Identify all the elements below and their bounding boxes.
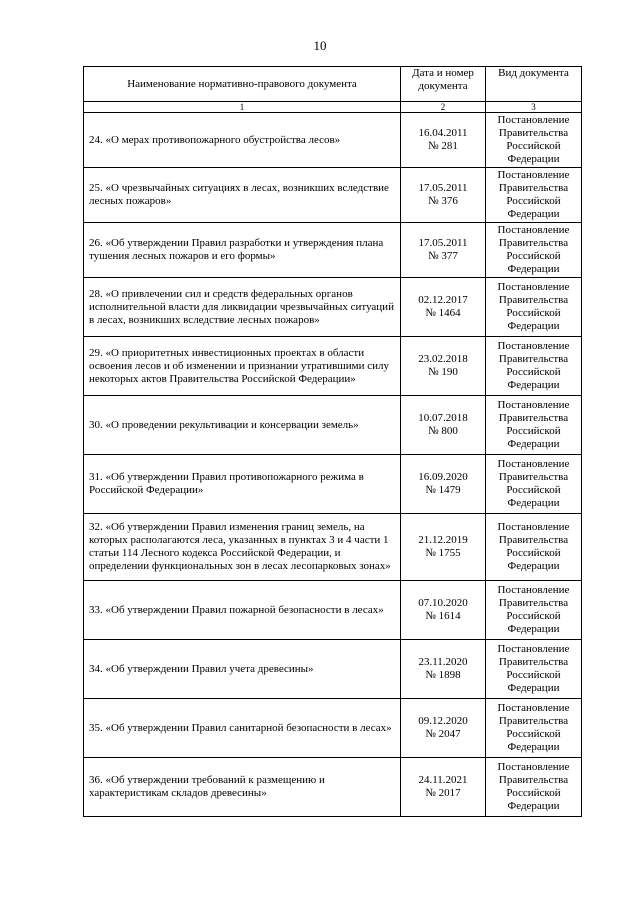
- document-type: Постановление Правительства Российской Федерации: [486, 396, 582, 455]
- column-number: 2: [401, 102, 486, 113]
- column-number: 3: [486, 102, 582, 113]
- document-number: № 1755: [425, 547, 461, 559]
- document-name: 32. «Об утверждении Правил изменения границ земель, на которых располагаются леса, указанных в пунктах 3 и 4 части 1 статьи 114 Лесного кодекса Российской Федерации, и определении функциональных зон в лесах лесопарковых зонах»: [84, 514, 401, 581]
- table-row: [84, 396, 582, 455]
- table-row: [84, 699, 582, 758]
- document-date: 02.12.2017: [418, 294, 468, 306]
- document-number: № 2017: [425, 787, 461, 799]
- document-type: Постановление Правительства Российской Федерации: [486, 455, 582, 514]
- document-date-number: [401, 223, 486, 278]
- table-row: [84, 758, 582, 817]
- document-date: 23.02.2018: [418, 353, 468, 365]
- table-row: [84, 278, 582, 337]
- document-date: 16.04.2011: [418, 127, 468, 139]
- document-date-number: [401, 337, 486, 396]
- document-type: Постановление Правительства Российской Федерации: [486, 168, 582, 223]
- document-type: Постановление Правительства Российской Федерации: [486, 278, 582, 337]
- document-type: Постановление Правительства Российской Федерации: [486, 113, 582, 168]
- document-type: Постановление Правительства Российской Федерации: [486, 758, 582, 817]
- document-type: Постановление Правительства Российской Федерации: [486, 581, 582, 640]
- document-name: 26. «Об утверждении Правил разработки и утверждения плана тушения лесных пожаров и его формы»: [84, 223, 401, 278]
- document-date: 17.05.2011: [418, 182, 468, 194]
- document-type: Постановление Правительства Российской Федерации: [486, 514, 582, 581]
- document-date: 10.07.2018: [418, 412, 468, 424]
- document-name: 30. «О проведении рекультивации и консервации земель»: [84, 396, 401, 455]
- column-number-row: [84, 102, 582, 113]
- header-document-type: Вид документа: [486, 67, 582, 102]
- document-date: 07.10.2020: [418, 597, 468, 609]
- table-row: [84, 337, 582, 396]
- document-number: № 376: [428, 195, 458, 207]
- table-row: [84, 113, 582, 168]
- document-name: 33. «Об утверждении Правил пожарной безопасности в лесах»: [84, 581, 401, 640]
- document-date-number: [401, 455, 486, 514]
- document-name: 24. «О мерах противопожарного обустройства лесов»: [84, 113, 401, 168]
- documents-table: [83, 66, 582, 817]
- document-type: Постановление Правительства Российской Федерации: [486, 640, 582, 699]
- document-date-number: [401, 396, 486, 455]
- document-number: № 377: [428, 250, 458, 262]
- document-date-number: [401, 758, 486, 817]
- document-number: № 1479: [425, 484, 461, 496]
- document-date-number: [401, 168, 486, 223]
- page-number: 10: [313, 38, 327, 53]
- document-name: 28. «О привлечении сил и средств федеральных органов исполнительной власти для ликвидации чрезвычайных ситуаций в лесах, возникших вследствие лесных пожаров»: [84, 278, 401, 337]
- document-date: 23.11.2020: [418, 656, 468, 668]
- document-date-number: [401, 640, 486, 699]
- table-row: [84, 223, 582, 278]
- document-date-number: [401, 113, 486, 168]
- document-date: 24.11.2021: [418, 774, 468, 786]
- document-date-number: [401, 278, 486, 337]
- table-row: [84, 455, 582, 514]
- document-name: 36. «Об утверждении требований к размещению и характеристикам складов древесины»: [84, 758, 401, 817]
- document-date: 17.05.2011: [418, 237, 468, 249]
- document-date-number: [401, 699, 486, 758]
- document-number: № 1464: [425, 307, 461, 319]
- document-number: № 281: [428, 140, 458, 152]
- document-number: № 2047: [425, 728, 461, 740]
- document-number: № 800: [428, 425, 458, 437]
- header-document-name: Наименование нормативно-правового документа: [84, 67, 401, 102]
- table-row: [84, 514, 582, 581]
- document-type: Постановление Правительства Российской Федерации: [486, 223, 582, 278]
- document-date: 21.12.2019: [418, 534, 468, 546]
- document-date-number: [401, 581, 486, 640]
- document-number: № 1614: [425, 610, 461, 622]
- document-date: 16.09.2020: [418, 471, 468, 483]
- document-type: Постановление Правительства Российской Федерации: [486, 337, 582, 396]
- header-date-number: Дата и номер документа: [401, 67, 486, 102]
- document-date: 09.12.2020: [418, 715, 468, 727]
- table-row: [84, 581, 582, 640]
- document-type: Постановление Правительства Российской Федерации: [486, 699, 582, 758]
- document-name: 31. «Об утверждении Правил противопожарного режима в Российской Федерации»: [84, 455, 401, 514]
- column-number: 1: [84, 102, 401, 113]
- table-header-row: [84, 67, 582, 102]
- document-name: 34. «Об утверждении Правил учета древесины»: [84, 640, 401, 699]
- document-name: 35. «Об утверждении Правил санитарной безопасности в лесах»: [84, 699, 401, 758]
- table-row: [84, 168, 582, 223]
- table-row: [84, 640, 582, 699]
- document-name: 25. «О чрезвычайных ситуациях в лесах, возникших вследствие лесных пожаров»: [84, 168, 401, 223]
- document-number: № 190: [428, 366, 458, 378]
- document-name: 29. «О приоритетных инвестиционных проектах в области освоения лесов и об изменении и признании утратившими силу некоторых актов Правительства Российской Федерации»: [84, 337, 401, 396]
- document-number: № 1898: [425, 669, 461, 681]
- document-date-number: [401, 514, 486, 581]
